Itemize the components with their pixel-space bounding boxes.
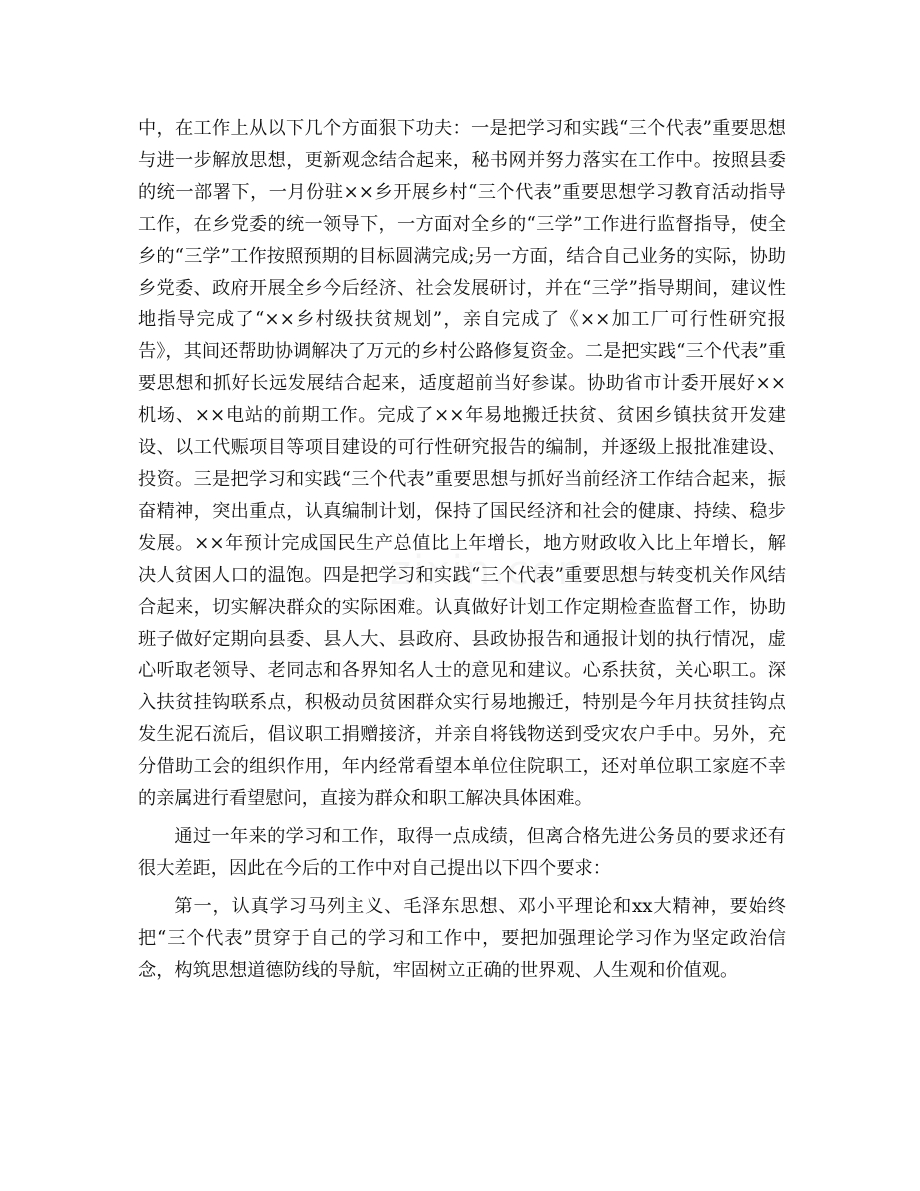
- document-body: [138, 113, 786, 992]
- paragraph-work-summary: 中，在工作上从以下几个方面狠下功夫：一是把学习和实践“三个代表”重要思想与进一步解放思想，更新观念结合起来，秘书网并努力落实在工作中。按照县委的统一部署下，一月份驻××乡开展乡村“三个代表”重要思想学习教育活动指导工作，在乡党委的统一领导下，一方面对全乡的“三学”工作进行监督指导，使全乡的“三学”工作按照预期的目标圆满完成;另一方面，结合自己业务的实际，协助乡党委、政府开展全乡今后经济、社会发展研讨，并在“三学”指导期间，建议性地指导完成了“××乡村级扶贫规划”，亲自完成了《××加工厂可行性研究报告》，其间还帮助协调解决了万元的乡村公路修复资金。二是把实践“三个代表”重要思想和抓好长远发展结合起来，适度超前当好参谋。协助省市计委开展好××机场、××电站的前期工作。完成了××年易地搬迁扶贫、贫困乡镇扶贫开发建设、以工代赈项目等项目建设的可行性研究报告的编制，并逐级上报批准建设、投资。三是把学习和实践“三个代表”重要思想与抓好当前经济工作结合起来，振奋精神，突出重点，认真编制计划，保持了国民经济和社会的健康、持续、稳步发展。××年预计完成国民生产总值比上年增长，地方财政收入比上年增长，解决人贫困人口的温饱。四是把学习和实践“三个代表”重要思想与转变机关作风结合起来，切实解决群众的实际困难。认真做好计划工作定期检查监督工作，协助班子做好定期向县委、县人大、县政府、县政协报告和通报计划的执行情况，虚心听取老领导、老同志和各界知名人士的意见和建议。心系扶贫，关心职工。深入扶贫挂钩联系点，积极动员贫困群众实行易地搬迁，特别是今年月扶贫挂钩点发生泥石流后，倡议职工捐赠接济，并亲自将钱物送到受灾农户手中。另外，充分借助工会的组织作用，年内经常看望本单位住院职工，还对单位职工家庭不幸的亲属进行看望慰问，直接为群众和职工解决具体困难。: [138, 118, 786, 810]
- paragraph-requirements-intro: 通过一年来的学习和工作，取得一点成绩，但离合格先进公务员的要求还有很大差距，因此在今后的工作中对自己提出以下四个要求：: [138, 825, 786, 879]
- paragraph-requirement-first: 第一，认真学习马列主义、毛泽东思想、邓小平理论和xx大精神，要始终把“三个代表”贯穿于自己的学习和工作中，要把加强理论学习作为坚定政治信念，构筑思想道德防线的导航，牢固树立正确的世界观、人生观和价值观。: [138, 895, 786, 981]
